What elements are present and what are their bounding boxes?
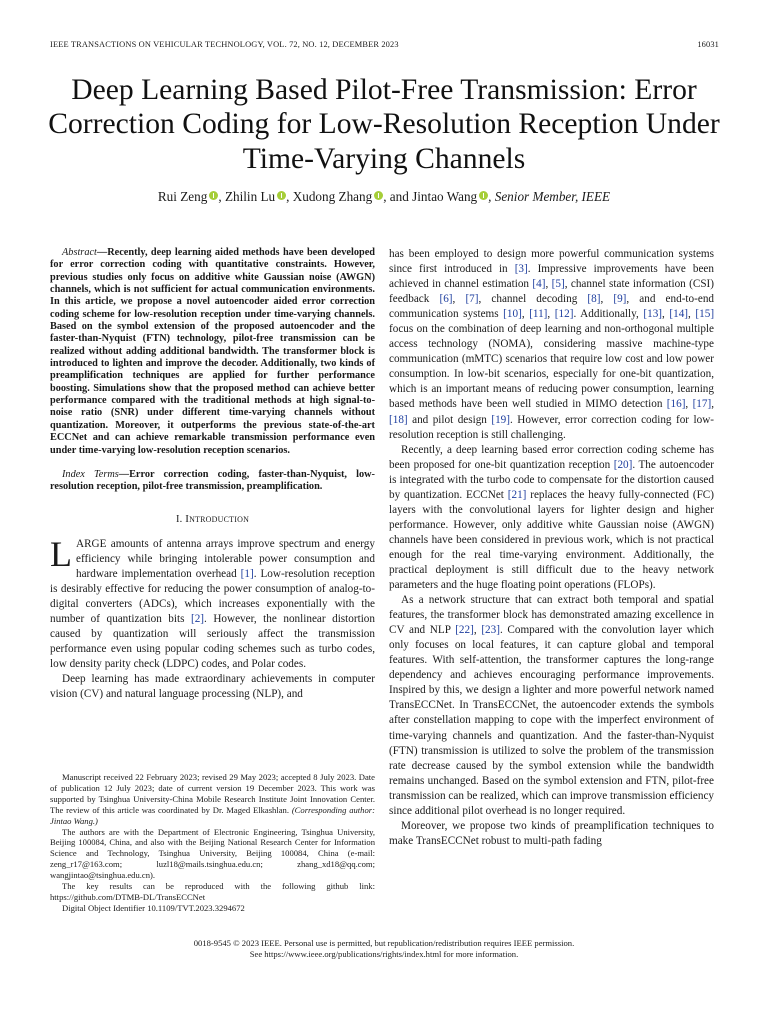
abstract — [50, 247, 375, 457]
footnote-doi: Digital Object Identifier 10.1109/TVT.2023.3294672 — [62, 902, 245, 913]
citation-link[interactable]: [21] — [507, 488, 527, 501]
author-separator: , — [218, 189, 225, 204]
orcid-icon[interactable] — [479, 191, 488, 200]
citation-link[interactable]: [23] — [481, 624, 500, 637]
intro-text: . However, the nonlinear distortion caused by quantization will seriously affect the transmission performance even using popular coding schemes such as turbo codes, low density parity check (LDPC) codes, and Polar codes. — [50, 612, 375, 670]
intro-text: ARGE amounts of antenna arrays improve spectrum and energy efficiency while bringing intolerable power consumption and hardware implementation overhead — [76, 537, 375, 580]
abstract-label: Abstract — [62, 247, 97, 258]
author-membership: , Senior Member, IEEE — [488, 189, 611, 204]
index-terms-text: —Error correction coding, faster-than-Nyquist, low-resolution reception, pilot-free transmission, preamplification. — [50, 468, 375, 493]
author-list — [40, 188, 728, 206]
author-name: Zhilin Lu — [224, 189, 276, 204]
citation-link[interactable]: [8] — [587, 293, 601, 306]
citation-link[interactable]: [7] — [465, 293, 479, 306]
citation-link[interactable]: [18] — [389, 413, 408, 426]
left-column — [50, 247, 375, 702]
copyright-footer — [40, 938, 728, 961]
page-number: 16031 — [697, 40, 719, 49]
author-name: Rui Zeng — [157, 189, 208, 204]
author-separator: , and — [383, 189, 413, 204]
copyright-line: 0018-9545 © 2023 IEEE. Personal use is permitted, but republication/redistribution requires IEEE permission. — [193, 938, 575, 948]
citation-link[interactable]: [19] — [491, 413, 510, 426]
orcid-icon[interactable] — [374, 191, 383, 200]
orcid-icon[interactable] — [277, 191, 286, 200]
footnote-github: The key results can be reproduced with the following github link: https://github.com/DTMB-DL/TransECCNet — [50, 881, 375, 902]
index-terms-label: Index Terms — [62, 468, 119, 480]
author-separator: , — [286, 189, 293, 204]
footnote-affiliation: The authors are with the Department of Electronic Engineering, Tsinghua University, Beijing 100084, China, and also with the Beijing National Research Center for Information Science and Technology, Tsinghua University, Beijing 100084, China (e-mail: zeng_r17@163.com; luzl18@mails.tsinghua.edu.cn; zhang_xd18@qq.com; wangjintao@tsinghua.edu.cn). — [50, 826, 375, 881]
citation-link[interactable]: [5] — [551, 278, 565, 291]
body-paragraph: Moreover, we propose two kinds of preamplification techniques to make TransECCNet robust to multi-path fading — [389, 819, 714, 847]
citation-link[interactable]: [17] — [692, 398, 712, 411]
paper-title: Deep Learning Based Pilot-Free Transmission: Error Correction Coding for Low-Resolution Reception Under Time-Varying Channels — [48, 74, 720, 175]
citation-link[interactable]: [4] — [532, 278, 546, 291]
running-header-journal: IEEE TRANSACTIONS ON VEHICULAR TECHNOLOGY, VOL. 72, NO. 12, DECEMBER 2023 — [50, 40, 399, 49]
citation-link[interactable]: [3] — [514, 263, 528, 276]
rights-link-line: See https://www.ieee.org/publications/rights/index.html for more information. — [249, 949, 519, 960]
citation-link[interactable]: [15] — [695, 308, 715, 321]
citation-link[interactable]: [14] — [669, 308, 689, 321]
section-number: I. — [175, 513, 183, 525]
citation-link[interactable]: [12] — [554, 308, 574, 321]
citation-link[interactable]: [20] — [613, 458, 633, 471]
citation-link[interactable]: [9] — [613, 293, 627, 306]
intro-text: . Low-resolution reception is desirably effective for reducing the power consumption of analog-to-digital converters (ADCs), which increases exponentially with the number of quantization bits — [50, 567, 375, 625]
intro-paragraph — [50, 533, 375, 672]
body-paragraph: has been employed to design more powerful communication systems since first introduced in [3]. Impressive improvements have been achieved in channel estimation [4], [5], channel state information (CSI) feedback [6], [7], channel decoding [8], [9], and end-to-end communication systems [10], [11], [12]. Additionally, [13], [14], [15] focus on the combination of deep learning and non-orthogonal multiple access technology (NOMA), considering massive machine-type communication (mMTC) scenarios that require low cost and low power consumption. In low-bit scenarios, especially for one-bit quantization, which is an important means of reducing power consumption, learning based methods have been well studied in MIMO detection [16], [17], [18] and pilot design [19]. However, error correction coding for low-resolution reception is still challenging. — [389, 248, 715, 441]
index-terms — [50, 469, 375, 494]
author-name: Xudong Zhang — [292, 189, 373, 204]
intro-paragraph: Deep learning has made extraordinary achievements in computer vision (CV) and natural language processing (NLP), and — [50, 673, 375, 701]
section-heading — [50, 512, 375, 527]
section-title: Introduction — [185, 512, 250, 525]
citation-link[interactable]: [22] — [455, 624, 474, 637]
citation-link[interactable]: [13] — [643, 308, 663, 321]
citation-link[interactable]: [1] — [240, 567, 254, 580]
orcid-icon[interactable] — [209, 191, 218, 200]
body-paragraph: Recently, a deep learning based error correction coding scheme has been proposed for one-bit quantization reception [20]. The autoencoder is integrated with the turbo code to compensate for the distortion caused by quantization. ECCNet [21] replaces the heavy fully-connected (FC) layers with the convolutional layers for lighter design and higher performance. However, only additive white Gaussian noise (AWGN) channels have been considered in previous work, which is not practical enough for the real time-varying environment. Additionally, the practical deployment is still difficult due to the heavy network parameters and the huge floating point operations (FLOPs). — [389, 443, 714, 592]
citation-link[interactable]: [2] — [190, 612, 205, 625]
body-paragraph: As a network structure that can extract both temporal and spatial features, the transformer block has demonstrated amazing excellence in CV and NLP [22], [23]. Compared with the convolution layer which only focuses on local features, it can capture global and temporal features. With self-attention, the transformer captures the long-range dependency and achieves encouraging performance improvements. Inspired by this, we design a lighter and more powerful network named TransECCNet. In TransECCNet, the autoencoder extends the symbols after constellation mapping to cope with the imperfect environment of time-varying channels and quantization. And the faster-than-Nyquist (FTN) transmission is utilized to solve the problem of the transmission rate decrease caused by the symbol extension while the bandwidth remains unchanged. Based on the symbol extension and FTN, pilot-free transmission can be realized, which can improve transmission efficiency since additional pilot overhead is no longer required. — [389, 594, 715, 817]
citation-link[interactable]: [11] — [529, 308, 548, 321]
right-column — [389, 247, 714, 849]
footnote-text: Manuscript received 22 February 2023; revised 29 May 2023; accepted 8 July 2023. Date of publication 12 July 2023; date of current version 19 December 2023. This work was supported by Tsinghua University-China Mobile Research Institute Joint Innovation Center. The review of this article was coordinated by Dr. Maged Elkashlan. — [50, 772, 375, 815]
first-page-footnote — [50, 772, 375, 914]
citation-link[interactable]: [6] — [439, 293, 453, 306]
footnote-manuscript — [50, 772, 375, 827]
drop-cap: L — [50, 533, 72, 574]
abstract-text: —Recently, deep learning aided methods have been developed for error correction coding with quantitative constraints. However, previous studies only focus on additive white Gaussian noise (AWGN) channels, which is not sufficient for actual communication environments. In this article, we propose a novel autoencoder aided error correction coding scheme for low-resolution reception under time-varying channels. Based on the symbol extension of the proposed autoencoder and the faster-than-Nyquist (FTN) technology, pilot-free transmission can be realized without adding additional bandwidth. The transformer block is introduced to lighten and improve the decoder. Additionally, two kinds of preamplification techniques are applied for further performance boosting. Simulations show that the proposed method can achieve better performance compared with the traditional methods at high signal-to-noise ratio (SNR) under different time-varying channels without quantization. Moreover, it outperforms the previous state-of-the-art ECCNet and can achieve remarkable transmission performance even under time-varying low-resolution reception scenarios. — [50, 247, 375, 456]
author-name: Jintao Wang — [412, 189, 478, 204]
corresponding-author: (Corresponding author: Jintao Wang.) — [50, 804, 375, 826]
citation-link[interactable]: [16] — [666, 398, 686, 411]
citation-link[interactable]: [10] — [503, 308, 522, 321]
